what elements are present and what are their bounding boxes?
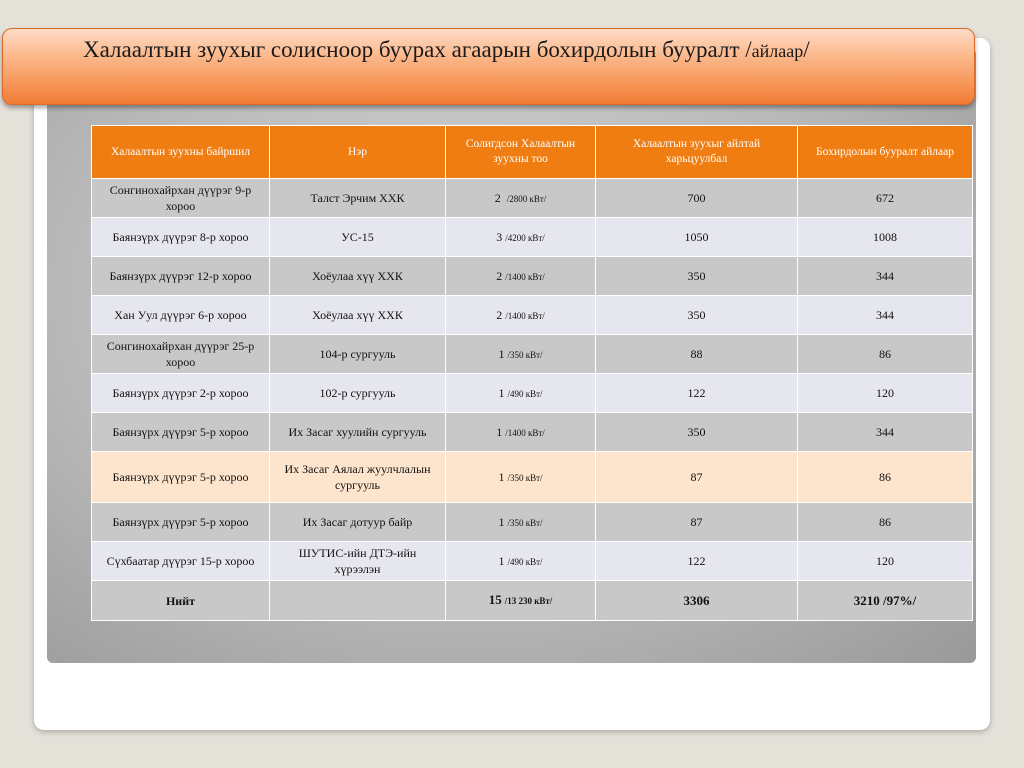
header-location: Халаалтын зуухны байршил — [92, 126, 270, 179]
cell-count — [446, 452, 596, 503]
power-value: /350 кВт/ — [507, 349, 543, 360]
total-count-value: 15 — [488, 592, 502, 607]
cell-reduction: 120 — [798, 542, 973, 581]
count-value: 2 — [494, 190, 501, 205]
table-row — [92, 257, 973, 296]
total-power-value: /13 230 кВт/ — [504, 596, 553, 606]
cell-households: 700 — [596, 179, 798, 218]
title-bar — [2, 28, 975, 105]
cell-location: Баянзүрх дүүрэг 5-р хороо — [92, 413, 270, 452]
power-value: /1400 кВт/ — [505, 427, 545, 438]
cell-count — [446, 335, 596, 374]
cell-location: Хан Уул дүүрэг 6-р хороо — [92, 296, 270, 335]
header-reduction: Бохирдолын бууралт айлаар — [798, 126, 973, 179]
cell-households: 122 — [596, 542, 798, 581]
cell-name: УС-15 — [270, 218, 446, 257]
cell-location: Баянзүрх дүүрэг 2-р хороо — [92, 374, 270, 413]
cell-reduction: 120 — [798, 374, 973, 413]
cell-name: Их Засаг хуулийн сургууль — [270, 413, 446, 452]
title-main: Халаалтын зуухыг солисноор буурах агаарын бохирдолын бууралт / — [83, 37, 752, 62]
total-households: 3306 — [596, 581, 798, 621]
cell-count — [446, 374, 596, 413]
header-name: Нэр — [270, 126, 446, 179]
table-row — [92, 452, 973, 503]
slide-title — [83, 37, 810, 63]
cell-name: 102-р сургууль — [270, 374, 446, 413]
cell-reduction: 672 — [798, 179, 973, 218]
table-row — [92, 218, 973, 257]
count-value: 1 — [496, 424, 503, 439]
count-value: 2 — [496, 307, 503, 322]
power-value: /490 кВт/ — [507, 556, 543, 567]
table-row — [92, 374, 973, 413]
cell-name: 104-р сургууль — [270, 335, 446, 374]
data-table — [91, 125, 973, 621]
table-row — [92, 179, 973, 218]
cell-name: Хоёулаа хүү ХХК — [270, 296, 446, 335]
power-value: /350 кВт/ — [507, 472, 543, 483]
count-value: 1 — [498, 553, 505, 568]
cell-households: 122 — [596, 374, 798, 413]
cell-households: 350 — [596, 257, 798, 296]
power-value: /1400 кВт/ — [505, 271, 545, 282]
cell-reduction: 86 — [798, 452, 973, 503]
cell-name: ШУТИС-ийн ДТЭ-ийн хүрээлэн — [270, 542, 446, 581]
title-end: / — [803, 37, 810, 62]
total-row — [92, 581, 973, 621]
cell-location: Баянзүрх дүүрэг 5-р хороо — [92, 452, 270, 503]
cell-location: Сонгинохайрхан дүүрэг 9-р хороо — [92, 179, 270, 218]
cell-reduction: 344 — [798, 296, 973, 335]
header-count: Солигдсон Халаалтын зуухны тоо — [446, 126, 596, 179]
cell-name: Талст Эрчим ХХК — [270, 179, 446, 218]
count-value: 1 — [498, 514, 505, 529]
cell-households: 87 — [596, 503, 798, 542]
count-value: 1 — [498, 469, 505, 484]
total-name — [270, 581, 446, 621]
cell-households: 87 — [596, 452, 798, 503]
table-row — [92, 542, 973, 581]
cell-name: Их Засаг Аялал жуулчлалын сургууль — [270, 452, 446, 503]
cell-count — [446, 542, 596, 581]
power-value: /2800 кВт/ — [506, 193, 547, 204]
power-value: /4200 кВт/ — [505, 232, 545, 243]
cell-count — [446, 179, 596, 218]
count-value: 3 — [496, 229, 503, 244]
table-row — [92, 503, 973, 542]
cell-location: Баянзүрх дүүрэг 5-р хороо — [92, 503, 270, 542]
cell-name: Хоёулаа хүү ХХК — [270, 257, 446, 296]
cell-households: 88 — [596, 335, 798, 374]
table-row — [92, 335, 973, 374]
cell-name: Их Засаг дотуур байр — [270, 503, 446, 542]
power-value: /1400 кВт/ — [505, 310, 545, 321]
cell-households: 350 — [596, 296, 798, 335]
power-value: /490 кВт/ — [507, 388, 543, 399]
cell-reduction: 344 — [798, 413, 973, 452]
table-header-row — [92, 126, 973, 179]
power-value: /350 кВт/ — [507, 517, 543, 528]
cell-count — [446, 257, 596, 296]
total-reduction: 3210 /97%/ — [798, 581, 973, 621]
data-table-container — [91, 125, 972, 621]
cell-reduction: 86 — [798, 503, 973, 542]
cell-reduction: 344 — [798, 257, 973, 296]
table-row — [92, 296, 973, 335]
cell-count — [446, 503, 596, 542]
cell-location: Сонгинохайрхан дүүрэг 25-р хороо — [92, 335, 270, 374]
cell-location: Баянзүрх дүүрэг 12-р хороо — [92, 257, 270, 296]
cell-households: 1050 — [596, 218, 798, 257]
cell-location: Баянзүрх дүүрэг 8-р хороо — [92, 218, 270, 257]
cell-count — [446, 413, 596, 452]
count-value: 2 — [496, 268, 503, 283]
cell-count — [446, 296, 596, 335]
cell-reduction: 1008 — [798, 218, 973, 257]
total-count — [446, 581, 596, 621]
count-value: 1 — [498, 346, 505, 361]
cell-reduction: 86 — [798, 335, 973, 374]
table-row — [92, 413, 973, 452]
title-unit: айлаар — [751, 41, 804, 61]
header-households: Халаалтын зуухыг айлтай харьцуулбал — [596, 126, 798, 179]
cell-count — [446, 218, 596, 257]
cell-location: Сүхбаатар дүүрэг 15-р хороо — [92, 542, 270, 581]
cell-households: 350 — [596, 413, 798, 452]
count-value: 1 — [498, 385, 505, 400]
total-label: Нийт — [92, 581, 270, 621]
